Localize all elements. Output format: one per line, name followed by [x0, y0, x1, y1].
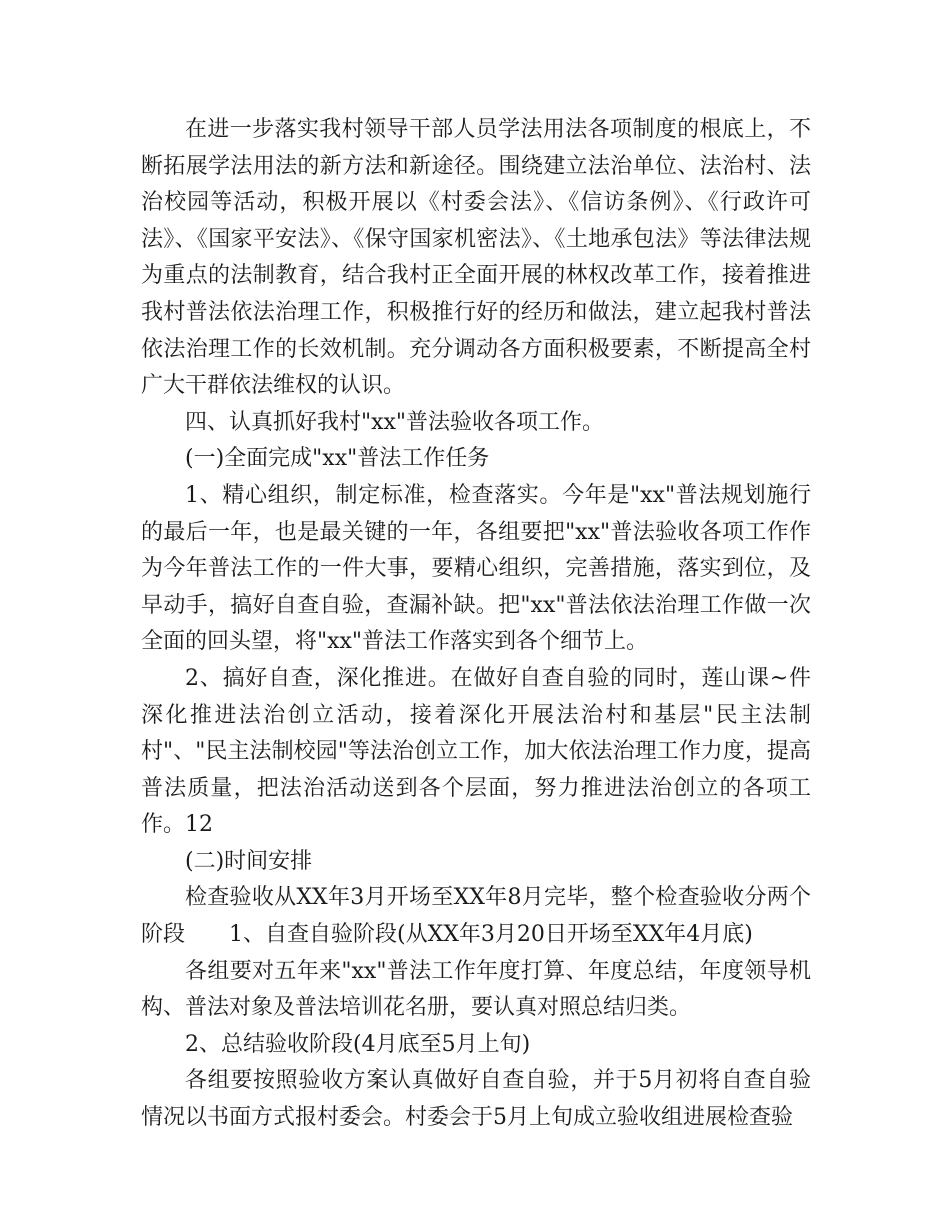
- paragraph-rule-of-law-education: 在进一步落实我村领导干部人员学法用法各项制度的根底上，不断拓展学法用法的新方法和新途径。围绕建立法治单位、法治村、法治校园等活动，积极开展以《村委会法》、《信访条例》、《行政许可法》、《国家平安法》、《保守国家机密法》、《土地承包法》等法律法规为重点的法制教育，结合我村正全面开展的林权改革工作，接着推进我村普法依法治理工作，积极推行好的经历和做法，建立起我村普法依法治理工作的长效机制。充分调动各方面积极要素，不断提高全村广大干群依法维权的认识。: [141, 117, 811, 399]
- paragraph-acceptance: 各组要按照验收方案认真做好自查自验，并于5月初将自查自验情况以书面方式报村委会。村委会于5月上旬成立验收组进展检查验: [141, 1068, 811, 1131]
- paragraph-self-check: 各组要对五年来"xx"普法工作年度打算、年度总结，年度领导机构、普法对象及普法培训花名册，要认真对照总结归类。: [141, 958, 811, 1021]
- paragraph-schedule: 检查验收从XX年3月开场至XX年8月完毕，整个检查验收分两个阶段 1、自查自验阶段(从XX年3月20日开场至XX年4月底): [141, 885, 811, 948]
- subsection-heading-one: (一)全面完成"xx"普法工作任务: [185, 446, 490, 472]
- paragraph-item-two: 2、搞好自查，深化推进。在做好自查自验的同时，莲山课~件深化推进法治创立活动，接着深化开展法治村和基层"民主法制村"、"民主法制校园"等法治创立工作，加大依法治理工作力度，提高普法质量，把法治活动送到各个层面，努力推进法治创立的各项工作。12: [141, 665, 811, 838]
- paragraph-stage-two-heading: 2、总结验收阶段(4月底至5月上旬): [185, 1031, 531, 1057]
- paragraph-item-one: 1、精心组织，制定标准，检查落实。今年是"xx"普法规划施行的最后一年，也是最关键的一年，各组要把"xx"普法验收各项工作作为今年普法工作的一件大事，要精心组织，完善措施，落实到位，及早动手，搞好自查自验，查漏补缺。把"xx"普法依法治理工作做一次全面的回头望，将"xx"普法工作落实到各个细节上。: [141, 482, 811, 655]
- section-heading-four: 四、认真抓好我村"xx"普法验收各项工作。: [185, 409, 605, 435]
- document-body: [141, 112, 811, 1137]
- subsection-heading-two: (二)时间安排: [185, 848, 313, 874]
